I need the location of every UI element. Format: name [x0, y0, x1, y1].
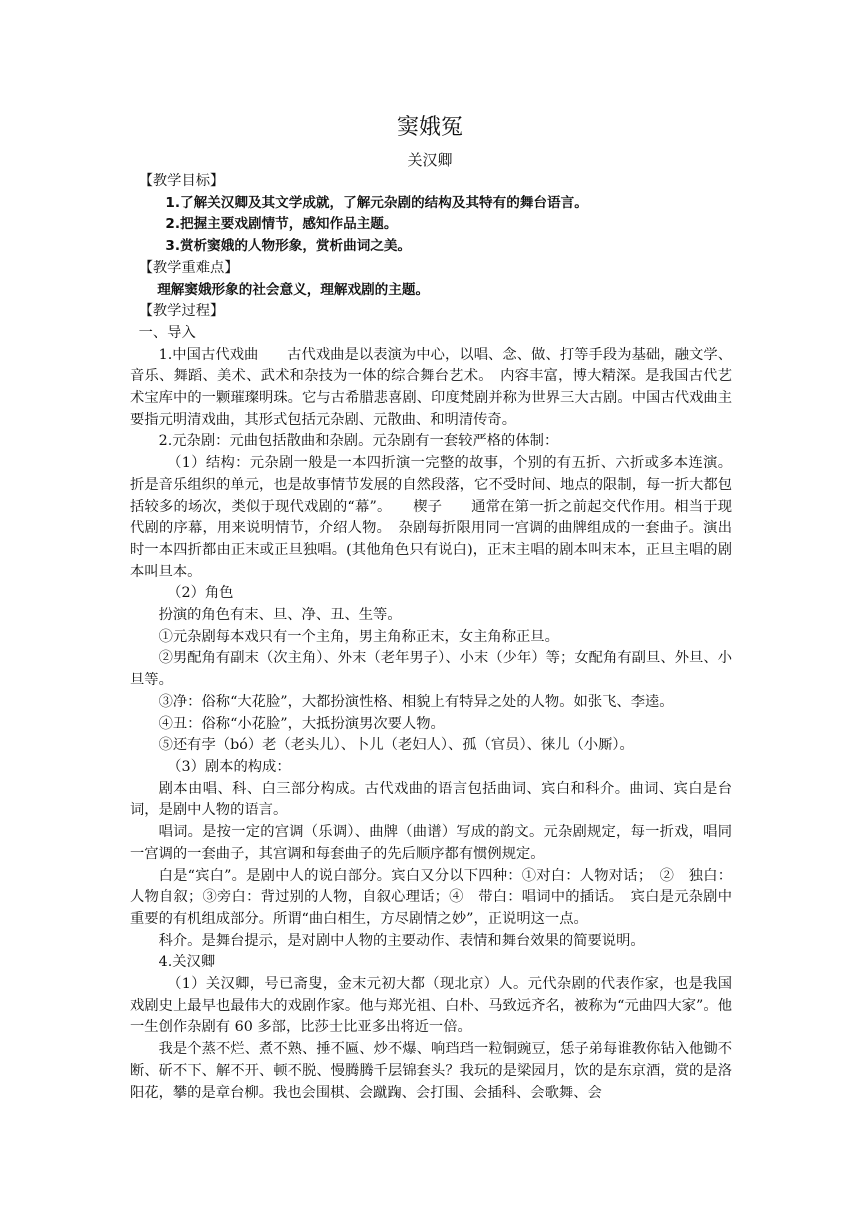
- paragraph-roles: 扮演的角色有末、旦、净、丑、生等。: [158, 607, 402, 624]
- document-author: 关汉卿: [407, 151, 453, 169]
- paragraph-role-2: ②男配角有副末（次主角）、外末（老年男子）、小末（少年）等；女配角有副旦、外旦、小旦等。: [130, 650, 732, 689]
- paragraph-guan-heading: 4.关汉卿: [158, 954, 216, 971]
- paragraph-guan-bio: （1）关汉卿，号已斋叟，金末元初大都（现北京）人。元代杂剧的代表作家，也是我国戏剧史上最早也最伟大的戏剧作家。他与郑光祖、白朴、马致远齐名，被称为“元曲四大家”。他一生创作杂剧有 60 多部，比莎士比亚多出将近一倍。: [130, 976, 732, 1036]
- paragraph-guan-quote: 我是个蒸不烂、煮不熟、捶不匾、炒不爆、响珰珰一粒铜豌豆，恁子弟每谁教你钻入他锄不断、斫不下、解不开、顿不脱、慢腾腾千层锦套头？我玩的是梁园月，饮的是东京酒，赏的是洛阳花，攀的是章台柳。我也会围棋、会蹴踘、会打围、会插科、会歌舞、会: [130, 1041, 732, 1101]
- paragraph-lyrics: 唱词。是按一定的宫调（乐调）、曲牌（曲谱）写成的韵文。元杂剧规定，每一折戏，唱同一宫调的一套曲子，其宫调和每套曲子的先后顺序都有惯例规定。: [130, 824, 732, 862]
- intro-heading: 一、导入: [138, 324, 196, 341]
- paragraph-role-5: ⑤还有孛（bó）老（老头儿）、卜儿（老妇人）、孤（官员）、徕儿（小厮）。: [158, 737, 634, 754]
- document-title: 窦娥冤: [396, 115, 463, 140]
- paragraph-role-4: ④丑：俗称“小花脸”，大抵扮演男次要人物。: [158, 715, 445, 732]
- paragraph-role-1: ①元杂剧每本戏只有一个主角，男主角称正末，女主角称正旦。: [158, 628, 559, 645]
- objective-item-3: 3.赏析窦娥的人物形象，赏析曲词之美。: [165, 238, 412, 255]
- key-points-heading: 【教学重难点】: [138, 259, 239, 276]
- paragraph-dialogue: 白是“宾白”。是剧中人的说白部分。宾白又分以下四种：①对白：人物对话； ② 独白：人物自叙；③旁白：背过别的人物，自叙心理话；④ 带白：唱词中的插话。 宾白是元杂剧中重要的有机组成部分。所谓“曲白相生，方尽剧情之妙”，正说明这一点。: [130, 867, 732, 927]
- objective-item-2: 2.把握主要戏剧情节，感知作品主题。: [165, 216, 398, 233]
- document-body: [130, 171, 732, 1104]
- objectives-heading: 【教学目标】: [138, 173, 225, 189]
- paragraph-ancient-drama: 1.中国古代戏曲 古代戏曲是以表演为中心，以唱、念、做、打等手段为基础，融文学、音乐、舞蹈、美术、武术和杂技为一体的综合舞台艺术。 内容丰富，博大精深。是我国古代艺术宝库中的一颗璀璨明珠。它与古希腊悲喜剧、印度梵剧并称为世界三大古剧。中国古代戏曲主要指元明清戏曲，其形式包括元杂剧、元散曲、和明清传奇。: [130, 346, 732, 428]
- paragraph-script: 剧本由唱、科、白三部分构成。古代戏曲的语言包括曲词、宾白和科介。曲词、宾白是台词，是剧中人物的语言。: [130, 780, 732, 819]
- paragraph-yuan-zaju: 2.元杂剧：元曲包括散曲和杂剧。元杂剧有一套较严格的体制：: [158, 433, 559, 450]
- paragraph-role-3: ③净：俗称“大花脸”，大都扮演性格、相貌上有特异之处的人物。如张飞、李逵。: [158, 693, 674, 710]
- process-heading: 【教学过程】: [138, 303, 225, 320]
- objective-item-1: 1.了解关汉卿及其文学成就，了解元杂剧的结构及其特有的舞台语言。: [165, 194, 588, 211]
- paragraph-script-heading: （3）剧本的构成：: [167, 758, 291, 775]
- key-points-text: 理解窦娥形象的社会意义，理解戏剧的主题。: [157, 281, 430, 298]
- paragraph-roles-heading: （2）角色: [167, 585, 234, 602]
- paragraph-kejie: 科介。是舞台提示，是对剧中人物的主要动作、表情和舞台效果的简要说明。: [158, 932, 645, 949]
- paragraph-structure: （1）结构：元杂剧一般是一本四折演一完整的故事，个别的有五折、六折或多本连演。折是音乐组织的单元，也是故事情节发展的自然段落，它不受时间、地点的限制，每一折大都包括较多的场次，类似于现代戏剧的“幕”。 楔子 通常在第一折之前起交代作用。相当于现代剧的序幕，用来说明情节，介绍人物。 杂剧每折限用同一宫调的曲牌组成的一套曲子。演出时一本四折都由正末或正旦独唱。(其他角色只有说白)，正末主唱的剧本叫末本，正旦主唱的剧本叫旦本。: [130, 455, 732, 580]
